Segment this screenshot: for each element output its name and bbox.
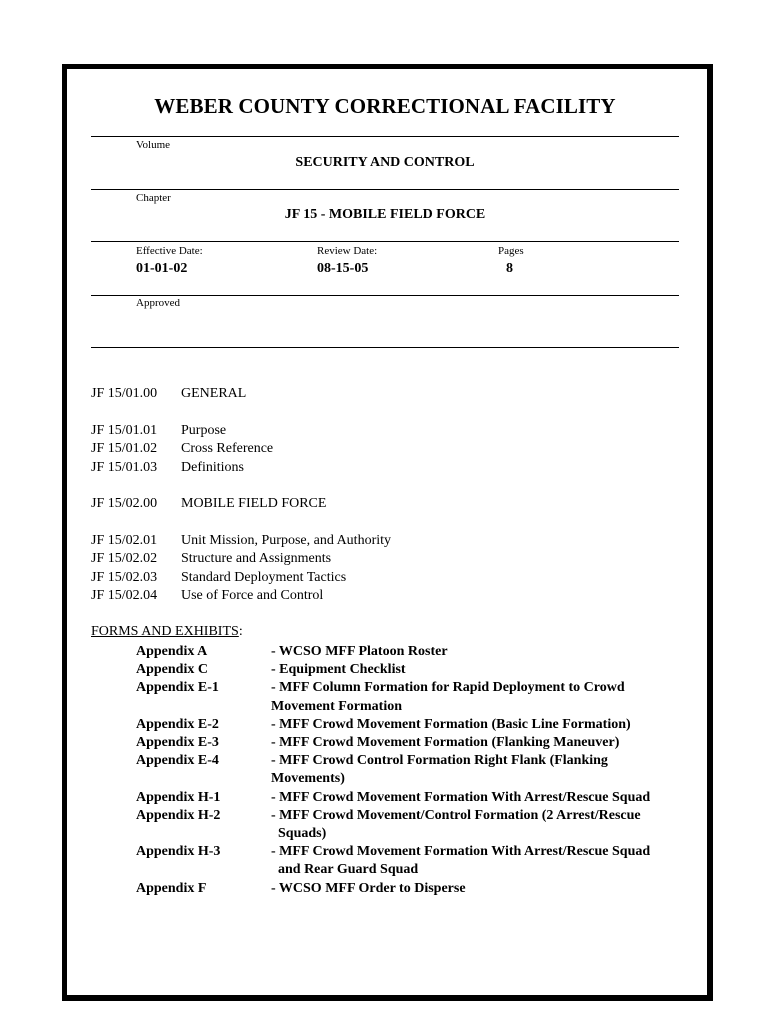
appendix-label: Appendix H-2: [136, 807, 221, 823]
toc-title: GENERAL: [181, 386, 247, 401]
appendix-description: - MFF Crowd Movement/Control Formation (2 Arrest/Rescue: [271, 807, 641, 823]
appendix-description: and Rear Guard Squad: [271, 862, 419, 878]
appendix-label: [136, 861, 271, 879]
appendix-description: - WCSO MFF Platoon Roster: [271, 644, 448, 659]
divider: [91, 136, 679, 137]
appendix-row: [136, 734, 696, 752]
toc-row: [91, 422, 391, 441]
effective-date-label: Effective Date:: [136, 245, 203, 257]
pages-label: Pages: [498, 245, 524, 257]
appendix-description: - MFF Crowd Movement Formation With Arrest/Rescue Squad: [271, 789, 651, 805]
toc-row: [91, 569, 391, 588]
divider: [91, 347, 679, 348]
toc-number: JF 15/01.00: [91, 386, 158, 401]
facility-title: WEBER COUNTY CORRECTIONAL FACILITY: [154, 94, 616, 118]
appendix-row: [136, 825, 696, 843]
toc-section-general: [91, 385, 391, 404]
appendix-description: Squads): [271, 826, 327, 842]
volume-value: SECURITY AND CONTROL: [295, 155, 475, 170]
review-date-label: Review Date:: [317, 245, 378, 257]
pages-value: 8: [506, 261, 513, 276]
appendix-label: [136, 770, 271, 788]
appendix-row: [136, 880, 696, 898]
chapter-value: JF 15 - MOBILE FIELD FORCE: [284, 207, 486, 222]
appendix-description: - WCSO MFF Order to Disperse: [271, 880, 466, 896]
appendix-label: Appendix H-1: [136, 789, 221, 805]
divider: [91, 241, 679, 242]
toc-number: JF 15/02.00: [91, 496, 158, 511]
toc-number: JF 15/02.03: [91, 569, 158, 585]
appendix-description: - MFF Crowd Control Formation Right Flank (Flanking: [271, 753, 608, 769]
toc-number: JF 15/01.03: [91, 459, 158, 475]
toc-title: Purpose: [181, 422, 227, 438]
appendix-list: [136, 643, 696, 898]
appendix-row: [136, 789, 696, 807]
toc-row: [91, 459, 391, 478]
table-of-contents: [91, 385, 391, 606]
toc-number: JF 15/02.04: [91, 588, 158, 603]
forms-heading-colon: :: [238, 624, 243, 639]
toc-row: [91, 532, 391, 551]
toc-row: [91, 550, 391, 569]
toc-number: JF 15/01.02: [91, 441, 158, 456]
forms-and-exhibits-heading: [91, 624, 243, 640]
appendix-row: [136, 843, 696, 861]
toc-title: Standard Deployment Tactics: [181, 569, 347, 585]
toc-title: Use of Force and Control: [181, 588, 324, 603]
appendix-row: [136, 752, 696, 770]
chapter-label: Chapter: [136, 192, 171, 204]
divider: [91, 189, 679, 190]
toc-title: Unit Mission, Purpose, and Authority: [181, 532, 392, 548]
appendix-label: Appendix F: [136, 880, 207, 896]
appendix-description: - Equipment Checklist: [271, 662, 406, 678]
toc-number: JF 15/01.01: [91, 422, 158, 438]
toc-title: Definitions: [181, 459, 244, 475]
review-date-value: 08-15-05: [317, 261, 369, 276]
appendix-row: [136, 661, 696, 679]
toc-row: [91, 587, 391, 606]
appendix-label: Appendix A: [136, 644, 208, 659]
toc-number: JF 15/02.01: [91, 532, 158, 548]
appendix-row: [136, 643, 696, 661]
appendix-row: [136, 861, 696, 879]
toc-row: [91, 440, 391, 459]
toc-title: MOBILE FIELD FORCE: [181, 496, 327, 511]
appendix-label: Appendix E-4: [136, 753, 219, 769]
appendix-description: - MFF Crowd Movement Formation (Basic Line Formation): [271, 716, 631, 732]
effective-date-value: 01-01-02: [136, 261, 188, 276]
appendix-label: Appendix C: [136, 662, 208, 678]
toc-title: Cross Reference: [181, 441, 274, 456]
appendix-label: Appendix E-3: [136, 735, 219, 751]
appendix-description: Movement Formation: [271, 698, 403, 714]
toc-section-mobile-field-force: [91, 495, 391, 514]
forms-heading-text: FORMS AND EXHIBITS: [91, 624, 239, 639]
toc-number: JF 15/02.02: [91, 551, 158, 566]
appendix-label: [136, 825, 271, 843]
approved-label: Approved: [136, 297, 180, 309]
appendix-row: [136, 716, 696, 734]
appendix-label: Appendix H-3: [136, 844, 221, 860]
appendix-label: [136, 698, 271, 716]
toc-title: Structure and Assignments: [181, 551, 332, 566]
volume-label: Volume: [136, 139, 171, 151]
appendix-row: [136, 679, 696, 697]
appendix-description: Movements): [271, 771, 345, 787]
appendix-label: Appendix E-2: [136, 716, 219, 732]
appendix-description: - MFF Crowd Movement Formation With Arrest/Rescue Squad: [271, 844, 651, 860]
appendix-row: [136, 807, 696, 825]
appendix-label: Appendix E-1: [136, 680, 219, 696]
appendix-description: - MFF Column Formation for Rapid Deployment to Crowd: [271, 680, 625, 696]
divider: [91, 295, 679, 296]
appendix-row: [136, 698, 696, 716]
appendix-description: - MFF Crowd Movement Formation (Flanking Maneuver): [271, 735, 620, 751]
appendix-row: [136, 770, 696, 788]
